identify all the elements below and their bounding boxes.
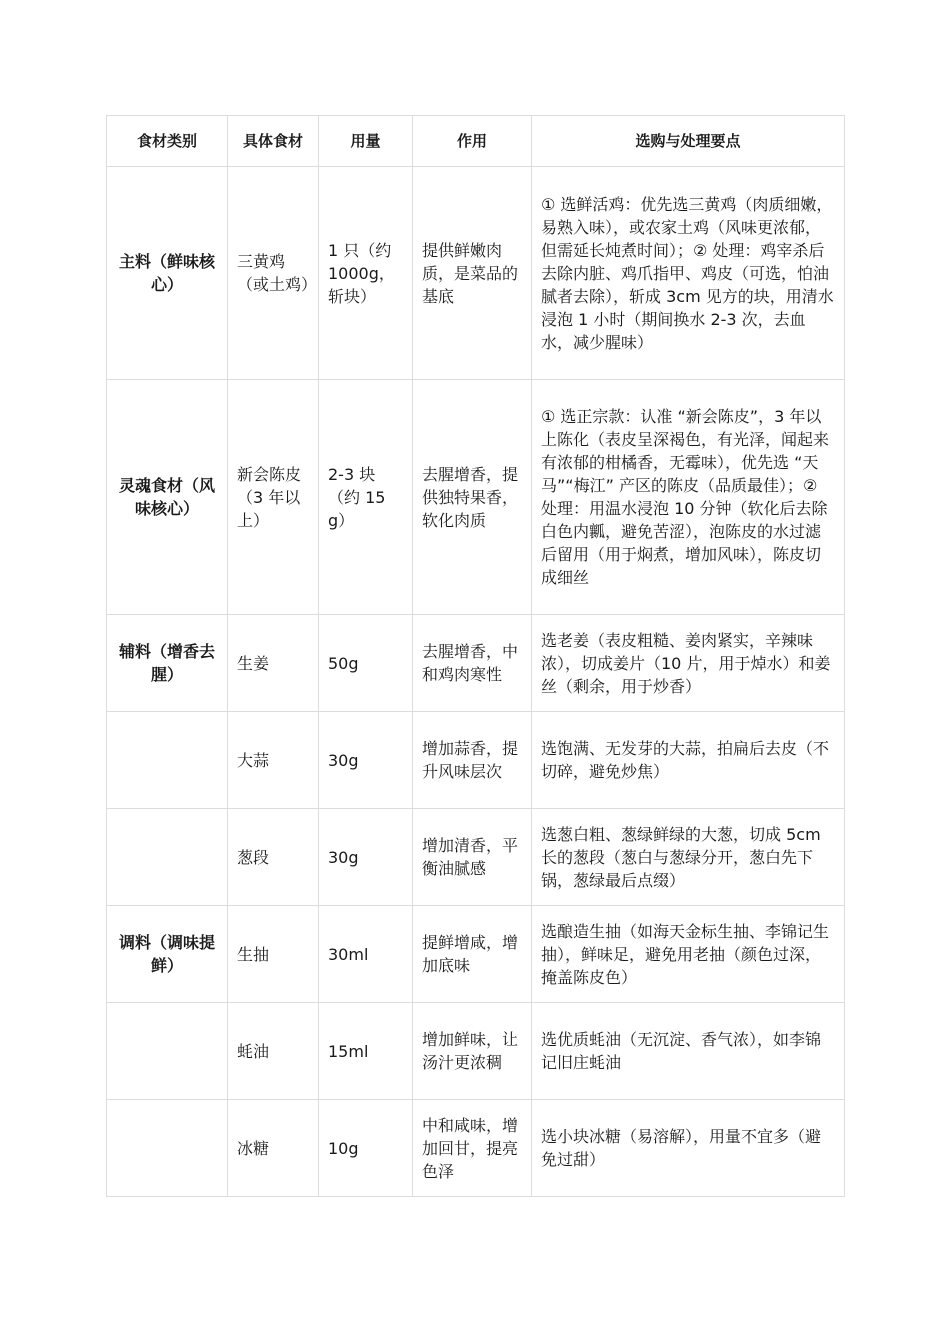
cell-amount: 2-3 块（约 15g） bbox=[319, 380, 413, 615]
cell-tips: 选老姜（表皮粗糙、姜肉紧实，辛辣味浓），切成姜片（10 片，用于焯水）和姜丝（剩余，用于炒香） bbox=[532, 615, 845, 712]
cell-purpose: 中和咸味，增加回甘，提亮色泽 bbox=[413, 1100, 532, 1197]
cell-tips: 选酿造生抽（如海天金标生抽、李锦记生抽），鲜味足，避免用老抽（颜色过深，掩盖陈皮色） bbox=[532, 906, 845, 1003]
header-purpose: 作用 bbox=[413, 116, 532, 167]
table-row bbox=[107, 906, 845, 1003]
cell-amount: 50g bbox=[319, 615, 413, 712]
table-row bbox=[107, 1100, 845, 1197]
ingredients-table bbox=[106, 115, 845, 1197]
cell-purpose: 提鲜增咸，增加底味 bbox=[413, 906, 532, 1003]
cell-category bbox=[107, 1003, 228, 1100]
cell-tips: 选葱白粗、葱绿鲜绿的大葱，切成 5cm 长的葱段（葱白与葱绿分开，葱白先下锅，葱绿最后点缀） bbox=[532, 809, 845, 906]
cell-category: 辅料（增香去腥） bbox=[107, 615, 228, 712]
cell-purpose: 增加鲜味，让汤汁更浓稠 bbox=[413, 1003, 532, 1100]
header-amount: 用量 bbox=[319, 116, 413, 167]
cell-purpose: 去腥增香，提供独特果香，软化肉质 bbox=[413, 380, 532, 615]
cell-tips: 选饱满、无发芽的大蒜，拍扁后去皮（不切碎，避免炒焦） bbox=[532, 712, 845, 809]
cell-ingredient: 大蒜 bbox=[228, 712, 319, 809]
cell-amount: 15ml bbox=[319, 1003, 413, 1100]
cell-ingredient: 生抽 bbox=[228, 906, 319, 1003]
cell-ingredient: 新会陈皮（3 年以上） bbox=[228, 380, 319, 615]
cell-category bbox=[107, 809, 228, 906]
cell-category: 调料（调味提鲜） bbox=[107, 906, 228, 1003]
cell-category: 主料（鲜味核心） bbox=[107, 167, 228, 380]
table-row bbox=[107, 712, 845, 809]
cell-purpose: 增加清香，平衡油腻感 bbox=[413, 809, 532, 906]
header-tips: 选购与处理要点 bbox=[532, 116, 845, 167]
cell-amount: 30g bbox=[319, 712, 413, 809]
cell-ingredient: 葱段 bbox=[228, 809, 319, 906]
table-row bbox=[107, 167, 845, 380]
table-header-row bbox=[107, 116, 845, 167]
cell-tips: 选小块冰糖（易溶解），用量不宜多（避免过甜） bbox=[532, 1100, 845, 1197]
cell-category: 灵魂食材（风味核心） bbox=[107, 380, 228, 615]
cell-category bbox=[107, 712, 228, 809]
cell-purpose: 去腥增香，中和鸡肉寒性 bbox=[413, 615, 532, 712]
cell-tips: ① 选正宗款：认准 “新会陈皮”，3 年以上陈化（表皮呈深褐色，有光泽，闻起来有浓郁的柑橘香，无霉味），优先选 “天马”“梅江” 产区的陈皮（品质最佳）；② 处理：用温水浸泡 10 分钟（软化后去除白色内瓤，避免苦涩），泡陈皮的水过滤后留用（用于焖煮，增加风味），陈皮切成细丝 bbox=[532, 380, 845, 615]
cell-purpose: 提供鲜嫩肉质，是菜品的基底 bbox=[413, 167, 532, 380]
header-ingredient: 具体食材 bbox=[228, 116, 319, 167]
cell-amount: 30ml bbox=[319, 906, 413, 1003]
cell-tips: 选优质蚝油（无沉淀、香气浓），如李锦记旧庄蚝油 bbox=[532, 1003, 845, 1100]
cell-ingredient: 生姜 bbox=[228, 615, 319, 712]
cell-ingredient: 蚝油 bbox=[228, 1003, 319, 1100]
cell-amount: 30g bbox=[319, 809, 413, 906]
table-row bbox=[107, 809, 845, 906]
cell-ingredient: 三黄鸡（或土鸡） bbox=[228, 167, 319, 380]
cell-amount: 10g bbox=[319, 1100, 413, 1197]
header-category: 食材类别 bbox=[107, 116, 228, 167]
table-row bbox=[107, 615, 845, 712]
cell-tips: ① 选鲜活鸡：优先选三黄鸡（肉质细嫩，易熟入味），或农家土鸡（风味更浓郁，但需延长炖煮时间）；② 处理：鸡宰杀后去除内脏、鸡爪指甲、鸡皮（可选，怕油腻者去除），斩成 3cm 见方的块，用清水浸泡 1 小时（期间换水 2-3 次，去血水，减少腥味） bbox=[532, 167, 845, 380]
table-row bbox=[107, 380, 845, 615]
cell-purpose: 增加蒜香，提升风味层次 bbox=[413, 712, 532, 809]
cell-ingredient: 冰糖 bbox=[228, 1100, 319, 1197]
cell-category bbox=[107, 1100, 228, 1197]
table-row bbox=[107, 1003, 845, 1100]
cell-amount: 1 只（约 1000g，斩块） bbox=[319, 167, 413, 380]
